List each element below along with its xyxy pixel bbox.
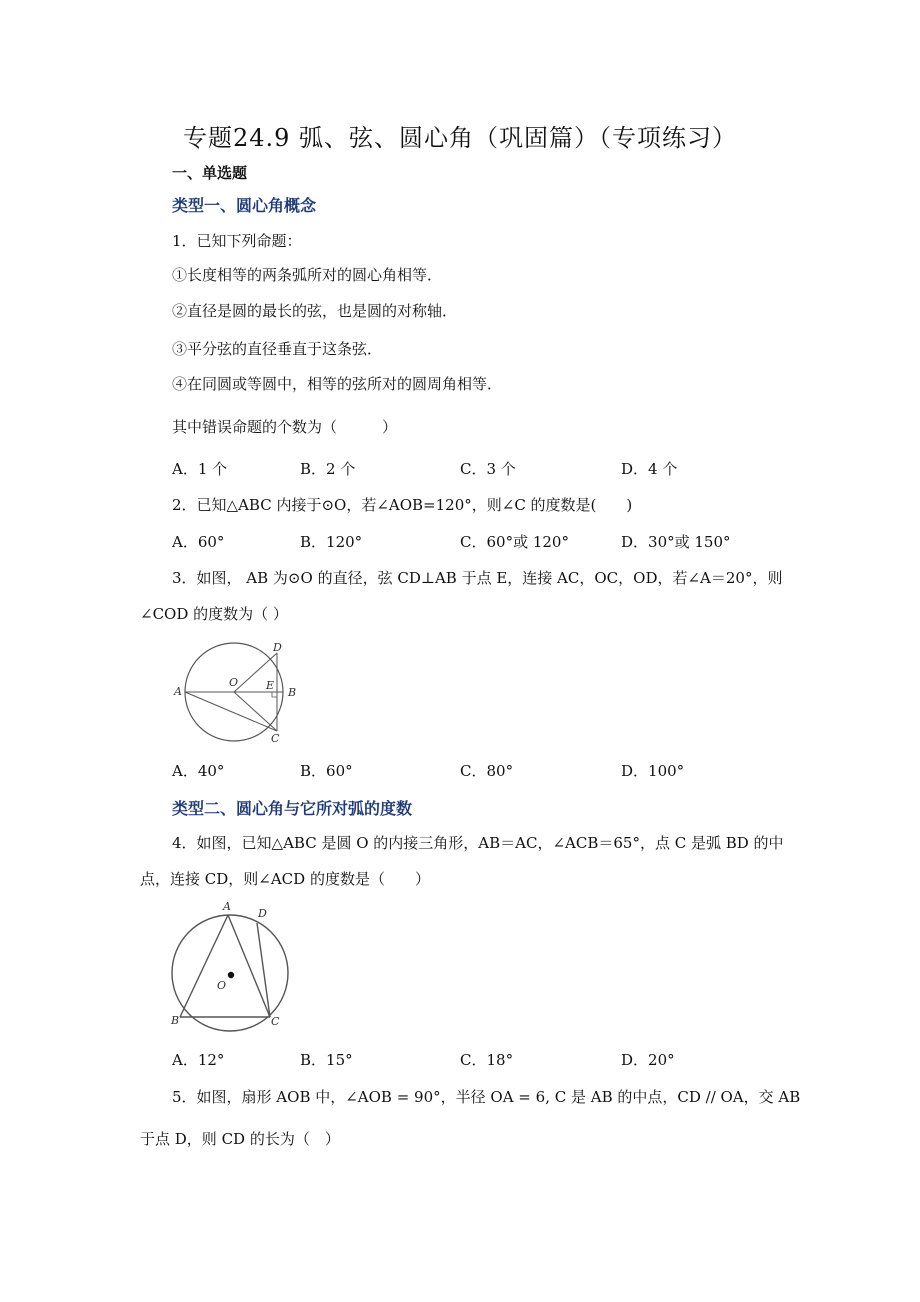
q4-label-a: A xyxy=(223,900,231,913)
q3-option-c: C．80° xyxy=(460,762,514,780)
q5-stem-line2: 于点 D，则 CD 的长为（ ） xyxy=(140,1130,340,1148)
q4-label-c: C xyxy=(271,1015,280,1028)
page-title: 专题24.9 弧、弦、圆心角（巩固篇）（专项练习） xyxy=(182,124,738,152)
q3-label-c: C xyxy=(271,732,280,745)
q3-option-b: B．60° xyxy=(300,762,353,780)
q1-question: 其中错误命题的个数为（ ） xyxy=(172,418,398,436)
q4-label-d: D xyxy=(258,907,267,920)
q3-option-a: A．40° xyxy=(172,762,225,780)
q4-option-a: A．12° xyxy=(172,1051,225,1069)
q4-center-dot xyxy=(228,972,234,978)
q3-label-o: O xyxy=(229,676,239,689)
q3-label-a: A xyxy=(174,685,182,698)
q3-stem-line1: 3．如图， AB 为⊙O 的直径，弦 CD⊥AB 于点 E，连接 AC，OC，OD，若∠A＝20°，则 xyxy=(172,569,783,587)
q2-option-c: C．60°或 120° xyxy=(460,533,569,551)
q1-item-4: ④在同圆或等圆中，相等的弦所对的圆周角相等． xyxy=(172,375,503,393)
q4-side-ab xyxy=(180,915,228,1017)
q1-item-2: ②直径是圆的最长的弦，也是圆的对称轴． xyxy=(172,302,458,320)
q3-segment-ac xyxy=(185,692,277,731)
q3-segment-oc xyxy=(234,692,277,731)
q1-option-d: D．4 个 xyxy=(621,460,678,478)
q5-stem-line1: 5．如图，扇形 AOB 中，∠AOB = 90°，半径 OA = 6, C 是 AB 的中点，CD // OA，交 AB xyxy=(172,1088,801,1106)
q3-label-d: D xyxy=(273,641,282,654)
q2-option-a: A．60° xyxy=(172,533,225,551)
q4-label-o: O xyxy=(217,979,227,992)
q1-option-a: A．1 个 xyxy=(172,460,228,478)
q4-side-ac xyxy=(228,915,270,1017)
q1-stem: 1．已知下列命题： xyxy=(172,232,302,250)
q1-item-1: ①长度相等的两条弧所对的圆心角相等． xyxy=(172,266,443,284)
q2-option-b: B．120° xyxy=(300,533,363,551)
q4-option-c: C．18° xyxy=(460,1051,514,1069)
q3-label-e: E xyxy=(266,679,275,692)
q2-option-d: D．30°或 150° xyxy=(621,533,731,551)
q1-option-c: C．3 个 xyxy=(460,460,516,478)
q1-item-3: ③平分弦的直径垂直于这条弦． xyxy=(172,340,383,358)
q4-stem-line1: 4．如图，已知△ABC 是圆 O 的内接三角形，AB＝AC，∠ACB＝65°，点 C 是弧 BD 的中 xyxy=(172,834,784,852)
q3-option-d: D．100° xyxy=(621,762,685,780)
q4-stem-line2: 点，连接 CD，则∠ACD 的度数是（ ） xyxy=(140,870,430,888)
q2-stem: 2．已知△ABC 内接于⊙O，若∠AOB=120°，则∠C 的度数是( ) xyxy=(172,496,633,514)
q4-option-d: D．20° xyxy=(621,1051,675,1069)
q4-figure xyxy=(166,895,296,1035)
q3-figure xyxy=(170,640,310,746)
q3-stem-line2: ∠COD 的度数为（ ） xyxy=(140,605,288,623)
type2-heading: 类型二、圆心角与它所对弧的度数 xyxy=(172,799,413,818)
section-label: 一、单选题 xyxy=(172,164,248,182)
q4-label-b: B xyxy=(171,1014,180,1027)
q3-label-b: B xyxy=(288,686,297,699)
type1-heading: 类型一、圆心角概念 xyxy=(172,196,317,215)
q4-option-b: B．15° xyxy=(300,1051,353,1069)
q1-option-b: B．2 个 xyxy=(300,460,356,478)
q3-right-angle-mark xyxy=(272,692,277,697)
